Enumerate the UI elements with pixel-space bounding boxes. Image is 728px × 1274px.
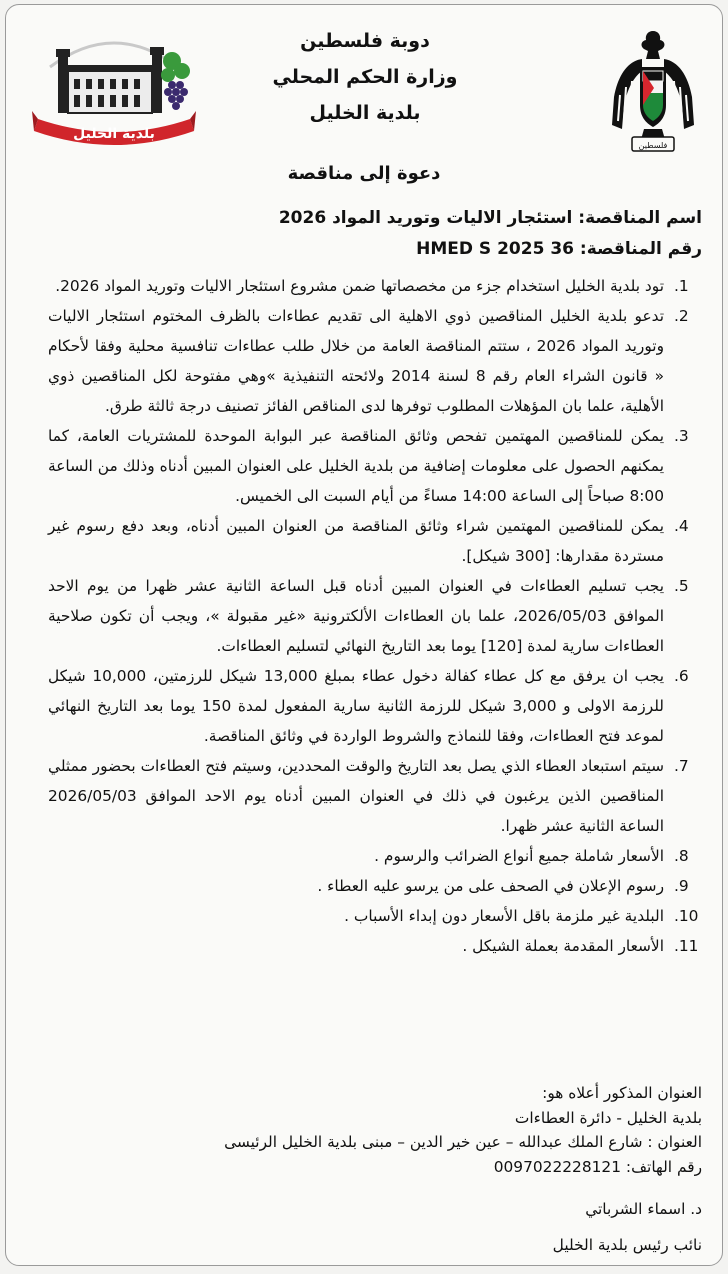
list-item bbox=[48, 271, 708, 301]
department-line: بلدية الخليل - دائرة العطاءات bbox=[514, 1108, 702, 1127]
list-item bbox=[48, 871, 708, 901]
list-item bbox=[48, 841, 708, 871]
item-number: .9 bbox=[674, 877, 689, 895]
list-item bbox=[48, 931, 708, 961]
emblem-label: فلسطين bbox=[638, 141, 668, 150]
signatory-name: د. اسماء الشرباتي bbox=[585, 1200, 702, 1218]
address-heading: العنوان المذكور أعلاه هو: bbox=[542, 1084, 702, 1102]
item-number: .3 bbox=[674, 427, 689, 445]
item-number: .1 bbox=[674, 277, 689, 295]
item-number: .10 bbox=[674, 907, 699, 925]
item-text: تود بلدية الخليل استخدام جزء من مخصصاتها ضمن مشروع استئجار الاليات وتوريد المواد 2026. bbox=[55, 277, 664, 295]
item-number: .8 bbox=[674, 847, 689, 865]
item-text: سيتم استبعاد العطاء الذي يصل بعد التاريخ والوقت المحددين، وسيتم فتح العطاءات بحضور ممثلي المناقصين الذين يرغبون في ذلك في العنوان المبين أدناه يوم الاحد الموافق 2026/05/03 الساعة الثانية عشر ظهرا. bbox=[48, 757, 664, 835]
item-number: .2 bbox=[674, 307, 689, 325]
item-text: البلدية غير ملزمة باقل الأسعار دون إبداء الأسباب . bbox=[344, 907, 664, 925]
phone-line bbox=[26, 1155, 702, 1180]
hebron-municipality-logo-icon bbox=[30, 27, 198, 151]
list-item bbox=[48, 511, 708, 571]
signature-block bbox=[553, 1191, 702, 1263]
item-text: الأسعار المقدمة بعملة الشيكل . bbox=[462, 937, 664, 955]
item-text: يمكن للمناقصين المهتمين شراء وثائق المناقصة من العنوان المبين أدناه، وبعد دفع رسوم غير مستردة مقدارها: [300 شيكل]. bbox=[48, 517, 664, 565]
list-item bbox=[48, 901, 708, 931]
letterhead bbox=[6, 5, 722, 165]
item-number: .11 bbox=[674, 937, 699, 955]
phone-label: رقم الهاتف: bbox=[625, 1157, 702, 1176]
tender-terms-list bbox=[48, 271, 708, 961]
authority-titles bbox=[206, 23, 524, 131]
tender-notice bbox=[5, 4, 723, 1266]
tender-number: رقم المناقصة: HMED S 2025 36 bbox=[416, 239, 702, 259]
signatory-title: نائب رئيس بلدية الخليل bbox=[552, 1236, 702, 1254]
item-text: يجب ان يرفق مع كل عطاء كفالة دخول عطاء بمبلغ 13,000 شيكل للرزمتين، 10,000 شيكل للرزمة الاولى و 3,000 شيكل للرزمة الثانية سارية المفعول لمدة 150 يوما بعد التاريخ النهائي لموعد فتح العطاءات، وفقا للنماذج والشروط الواردة في وثائق المناقصة. bbox=[48, 667, 664, 745]
logo-banner-label: بلدية الخليل bbox=[73, 126, 155, 142]
item-text: رسوم الإعلان في الصحف على من يرسو عليه العطاء . bbox=[317, 877, 664, 895]
phone-number: 0097022228121 bbox=[493, 1157, 622, 1176]
list-item bbox=[48, 661, 708, 751]
item-number: .4 bbox=[674, 517, 689, 535]
street-address: العنوان : شارع الملك عبدالله – عين خير الدين – مبنى بلدية الخليل الرئيسى bbox=[224, 1133, 702, 1151]
municipality-title: بلدية الخليل bbox=[309, 102, 421, 124]
tender-name: اسم المناقصة: استئجار الاليات وتوريد المواد 2026 bbox=[278, 208, 702, 228]
item-number: .7 bbox=[674, 757, 689, 775]
ministry-title: وزارة الحكم المحلي bbox=[272, 66, 458, 88]
item-text: يمكن للمناقصين المهتمين تفحص وثائق المناقصة عبر البوابة الموحدة للمشتريات العامة، كما يمكنهم الحصول على معلومات إضافية من بلدية الخليل على العنوان المبين أدناه وذلك من الساعة 8:00 صباحاً إلى الساعة 14:00 مساءً من أيام السبت الى الخميس. bbox=[48, 427, 664, 505]
item-text: الأسعار شاملة جميع أنواع الضرائب والرسوم . bbox=[374, 847, 664, 865]
list-item bbox=[48, 571, 708, 661]
item-text: تدعو بلدية الخليل المناقصين ذوي الاهلية الى تقديم عطاءات بالظرف المختوم استئجار الاليات وتوريد المواد 2026 ، ستتم المناقصة العامة من خلال طلب عطاءات تنافسية محلية وفقا لأحكام « قانون الشراء العام رقم 8 لسنة 2014 ولائحته التنفيذية »وهي مفتوحة لكل المناقصين ذوي الأهلية، علما بان المؤهلات المطلوب توفرها لدى المناقص الفائز تصنيف درجة ثالثة طرق. bbox=[48, 307, 664, 415]
call-for-tender-title: دعوة إلى مناقصة bbox=[287, 163, 441, 184]
contact-address bbox=[26, 1081, 702, 1179]
list-item bbox=[48, 301, 708, 421]
list-item bbox=[48, 421, 708, 511]
item-text: يجب تسليم العطاءات في العنوان المبين أدناه قبل الساعة الثانية عشر ظهرا من يوم الاحد الموافق 2026/05/03، علما بان العطاءات الألكترونية «غير مقبولة »، ويجب أن تكون صلاحية العطاءات سارية لمدة [120] يوما بعد التاريخ النهائي لتسليم العطاءات. bbox=[48, 577, 664, 655]
item-number: .6 bbox=[674, 667, 689, 685]
palestine-emblem-icon bbox=[608, 25, 698, 159]
list-item bbox=[48, 751, 708, 841]
item-number: .5 bbox=[674, 577, 689, 595]
state-title: دوبة فلسطين bbox=[300, 30, 430, 52]
